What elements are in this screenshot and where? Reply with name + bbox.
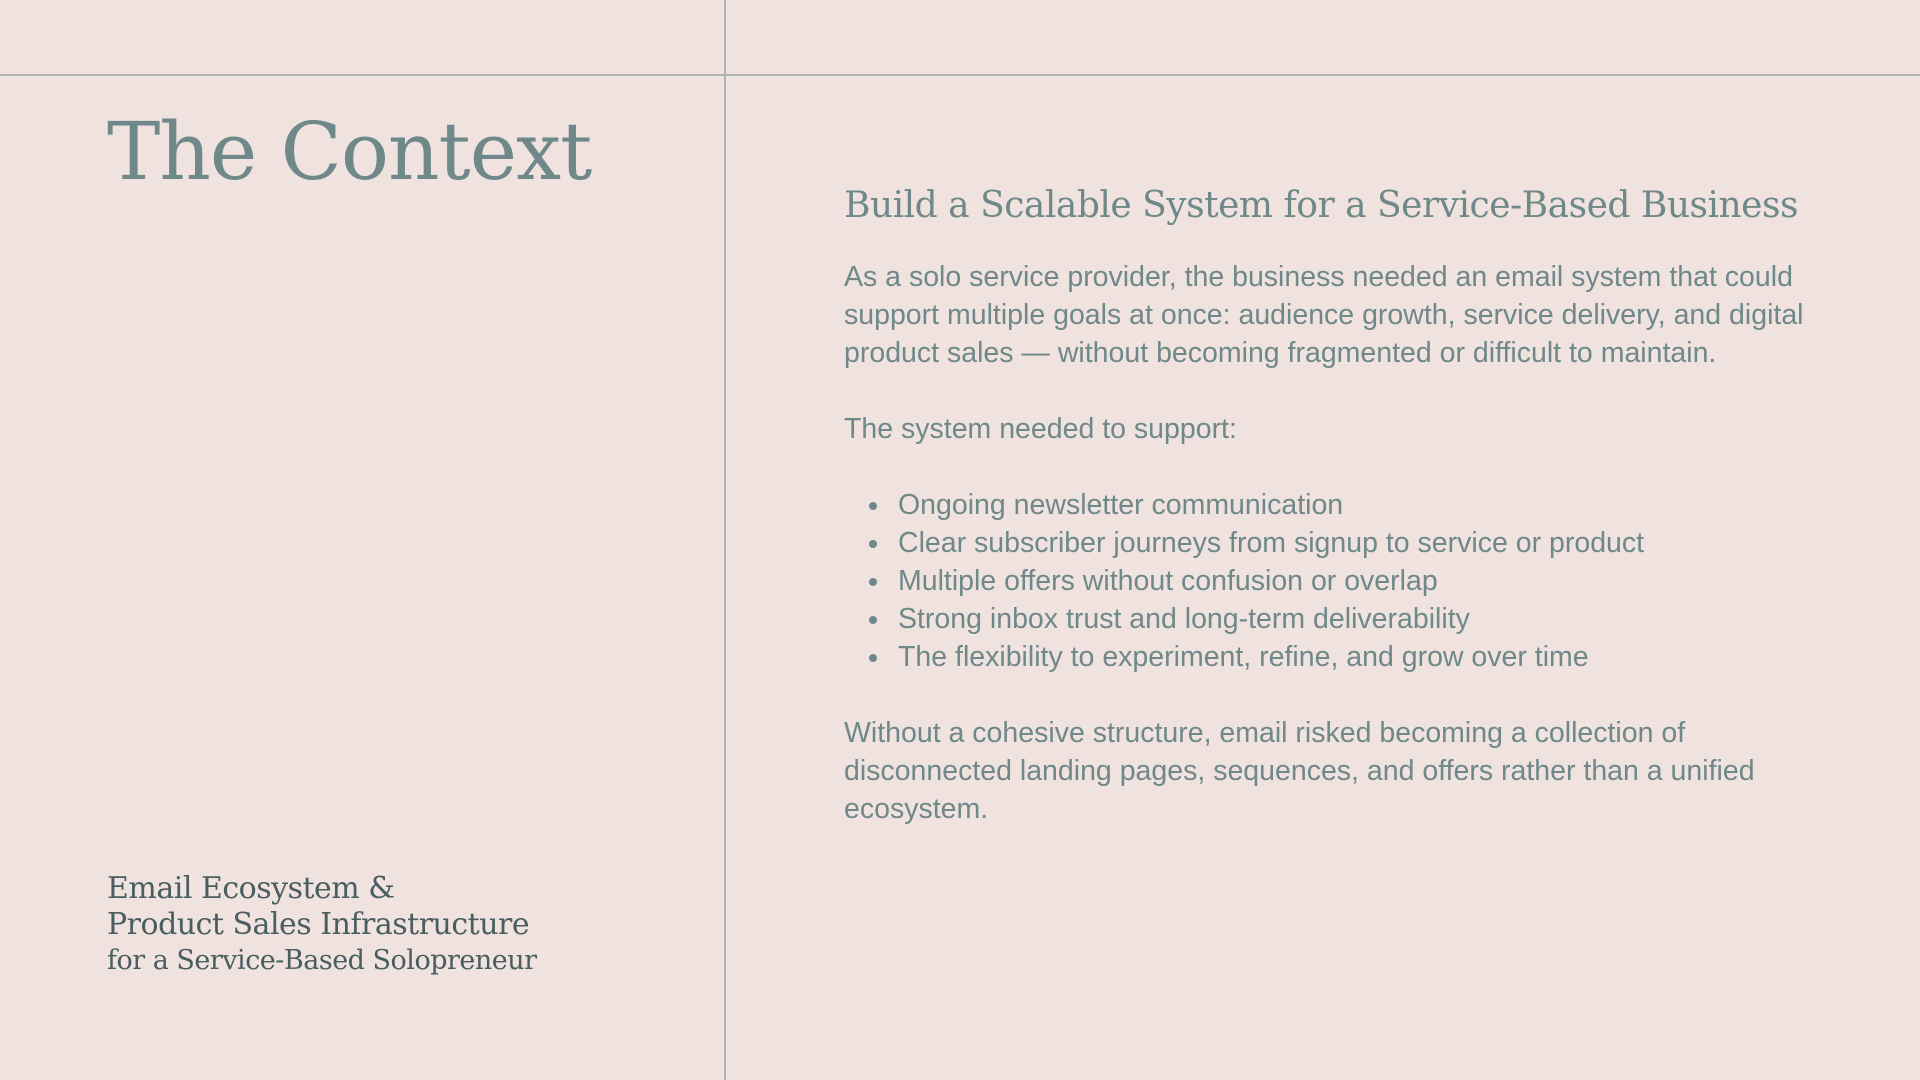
list-item-text: Ongoing newsletter communication (898, 489, 1344, 521)
bullet-icon (869, 654, 877, 662)
list-item (844, 600, 1824, 638)
list-item-text: The flexibility to experiment, refine, and grow over time (898, 641, 1589, 673)
lead-in-paragraph: The system needed to support: (844, 413, 1237, 445)
list-item (844, 562, 1824, 600)
project-caption-line-2: Product Sales Infrastructure (107, 907, 530, 942)
horizontal-divider (0, 74, 1920, 76)
list-item (844, 524, 1824, 562)
page-title: The Context (107, 105, 592, 198)
project-caption (107, 871, 537, 979)
list-item (844, 486, 1824, 524)
content-column (844, 178, 1824, 828)
section-heading: Build a Scalable System for a Service-Based Business (844, 185, 1798, 226)
requirements-list (844, 486, 1824, 676)
bullet-icon (869, 540, 877, 548)
bullet-icon (869, 502, 877, 510)
list-item (844, 638, 1824, 676)
vertical-divider (724, 0, 726, 1080)
bullet-icon (869, 578, 877, 586)
closing-paragraph: Without a cohesive structure, email risked becoming a collection of disconnected landing pages, sequences, and offers rather than a unified ecosystem. (844, 717, 1755, 825)
list-item-text: Strong inbox trust and long-term deliverability (898, 603, 1470, 635)
list-item-text: Clear subscriber journeys from signup to service or product (898, 527, 1645, 559)
project-caption-line-1: Email Ecosystem & (107, 871, 395, 906)
list-item-text: Multiple offers without confusion or overlap (898, 565, 1438, 597)
bullet-icon (869, 616, 877, 624)
project-caption-line-3: for a Service-Based Solopreneur (107, 945, 537, 976)
intro-paragraph: As a solo service provider, the business needed an email system that could support multiple goals at once: audience growth, service delivery, and digital product sales — without becoming fragmented or difficult to maintain. (844, 261, 1804, 369)
